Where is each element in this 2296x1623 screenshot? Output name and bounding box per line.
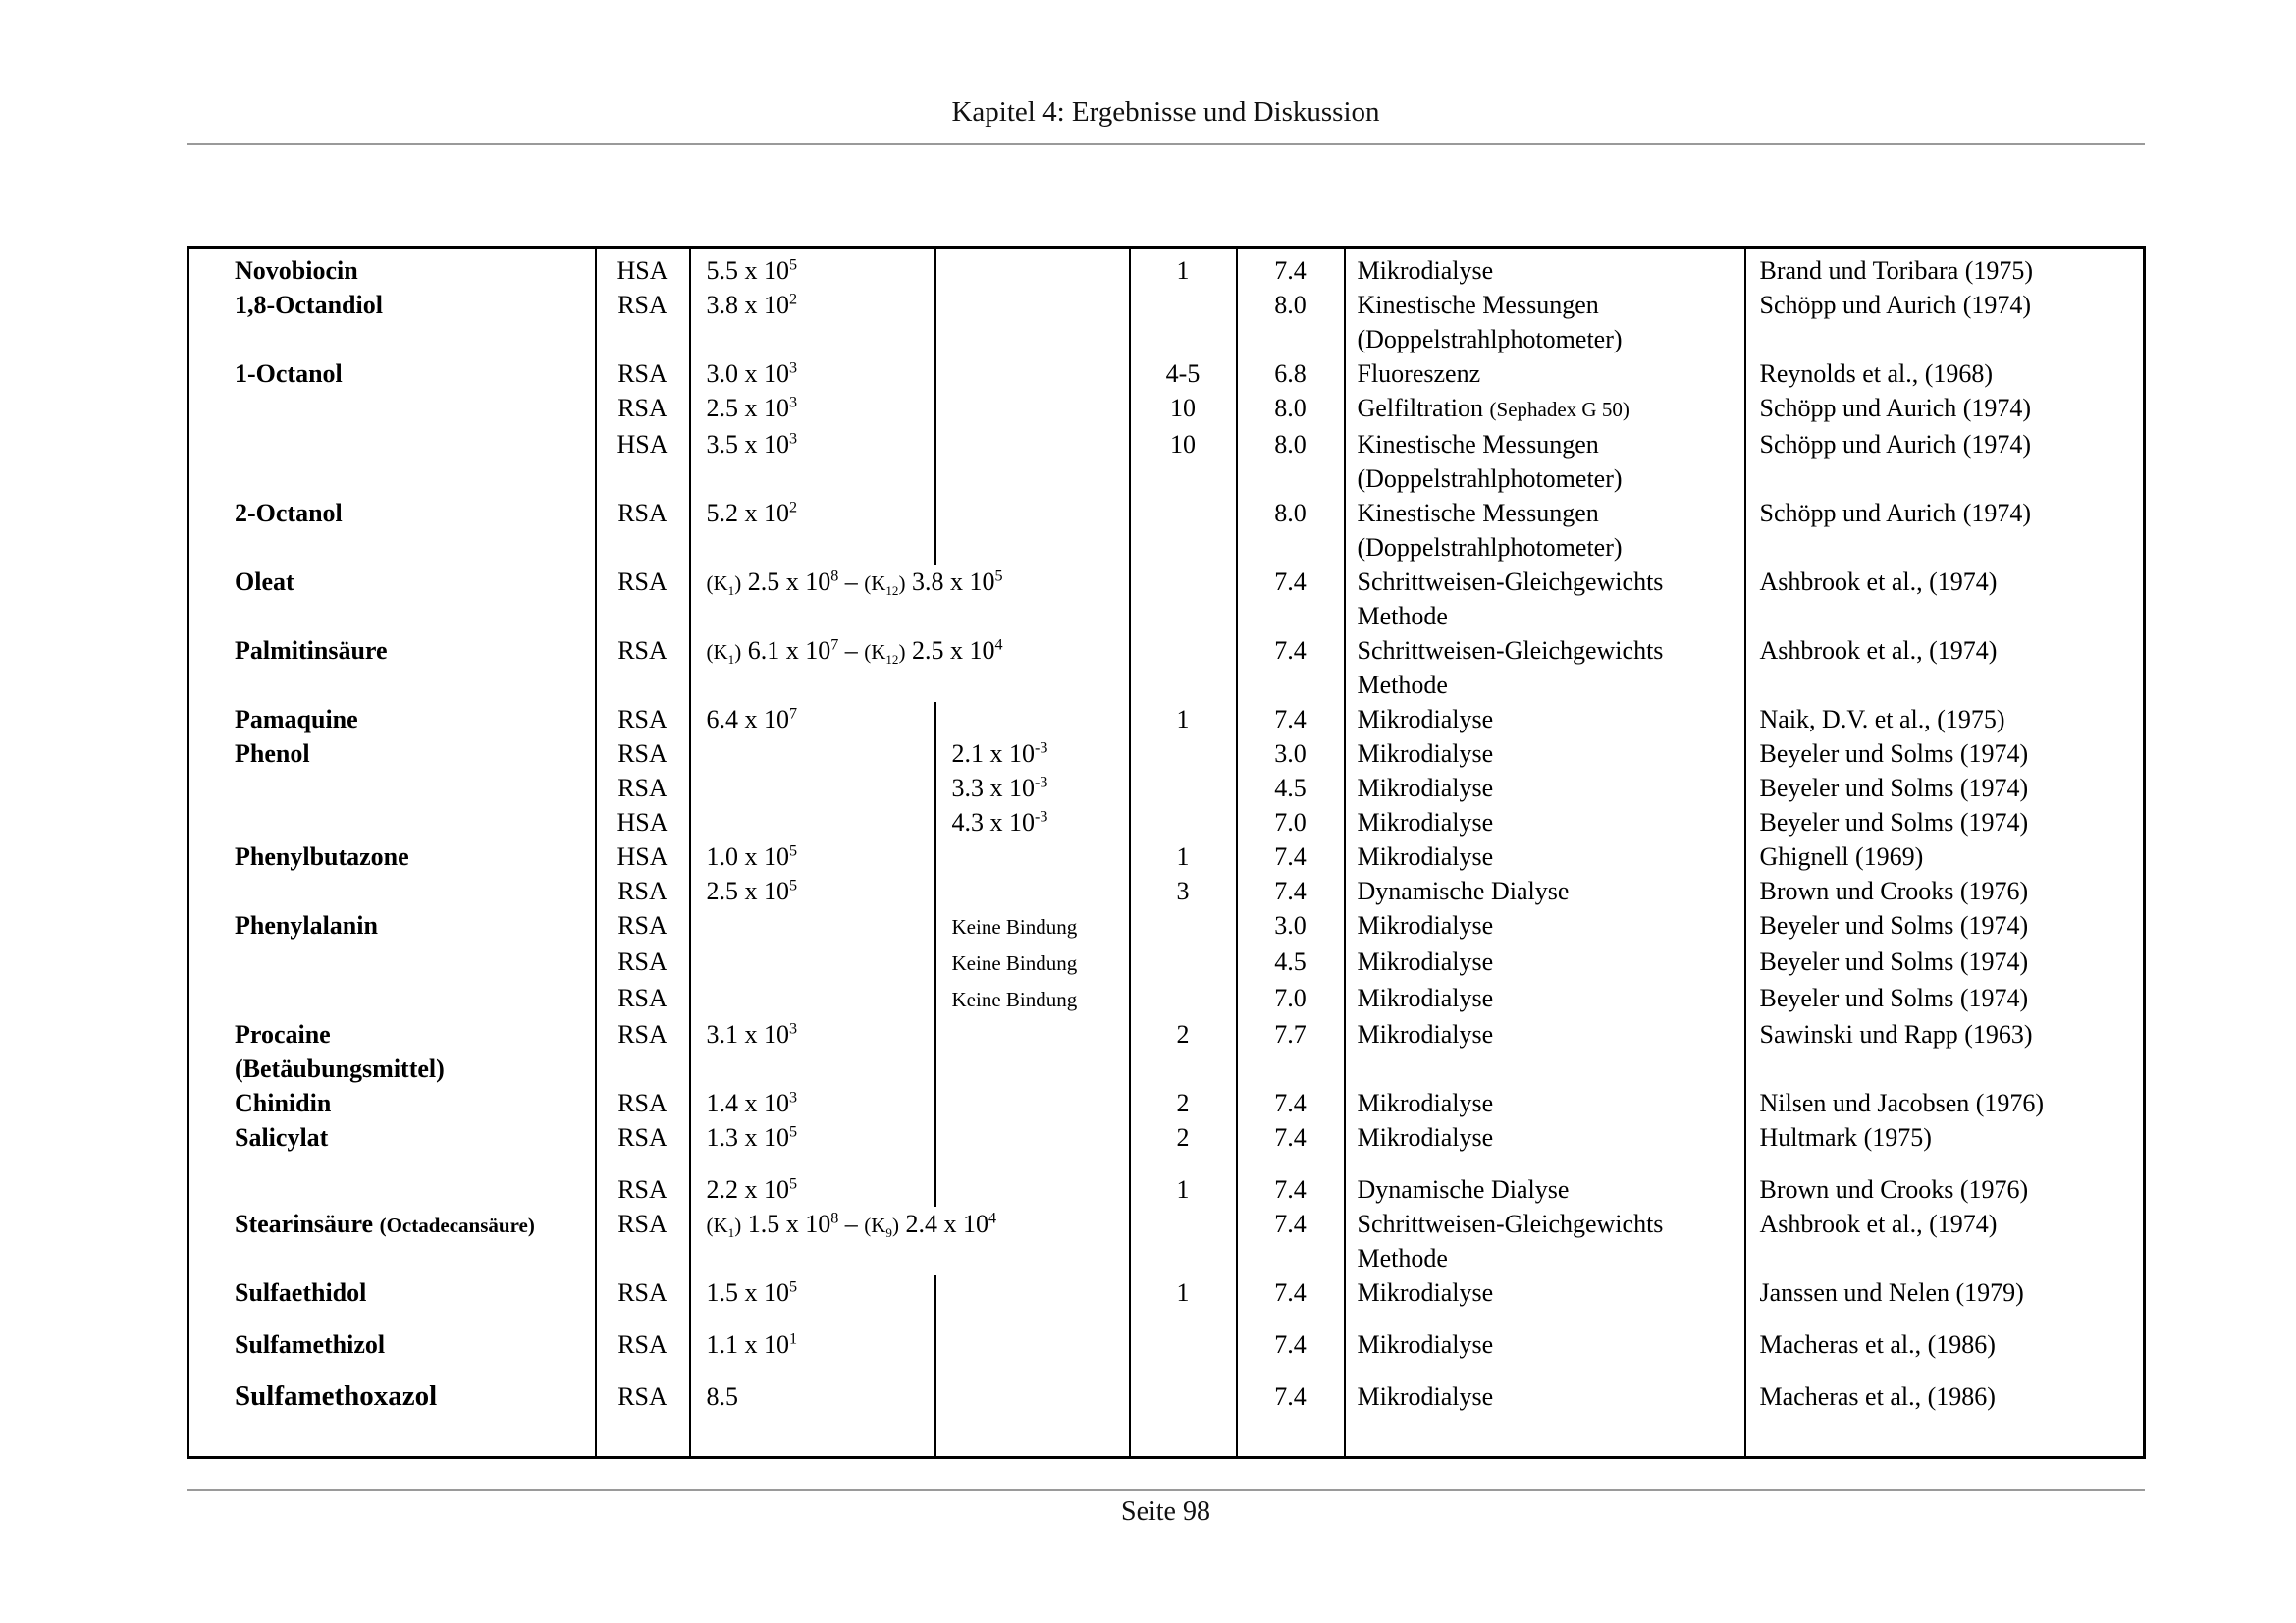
method-line: Mikrodialyse: [1357, 1088, 1494, 1117]
secondary-constant-cell: 3.3 x $10^{-3}$: [935, 771, 1130, 805]
binding-constant-cell: 1.1 x $10^1$: [690, 1327, 935, 1362]
secondary-constant-cell: 2.1 x $10^{-3}$: [935, 736, 1130, 771]
substance-cell: Salicylat: [188, 1120, 596, 1155]
spacer-row: [188, 1310, 2145, 1327]
binding-constant-cell: 6.4 x $10^7$: [690, 702, 935, 736]
method-line: Gelfiltration (Sephadex G 50): [1357, 393, 1629, 422]
ph-cell: 7.4: [1237, 1380, 1345, 1414]
table-row: [188, 874, 2145, 908]
binding-sites-cell: 1: [1130, 1172, 1237, 1207]
binding-constant-cell: 5.2 x $10^2$: [690, 496, 935, 565]
table-row: [188, 1172, 2145, 1207]
albumin-type-cell: HSA: [596, 805, 690, 839]
method-cell: [1345, 1414, 1745, 1458]
method-line: Methode: [1357, 601, 1448, 630]
secondary-constant-cell: [935, 874, 1130, 908]
method-line: Mikrodialyse: [1357, 947, 1494, 976]
reference-cell: Brand und Toribara (1975): [1759, 255, 2034, 285]
binding-constant-cell: 2.5 x $10^5$: [690, 874, 935, 908]
reference-cell: Macheras et al., (1986): [1759, 1329, 1996, 1359]
method-line: Mikrodialyse: [1357, 773, 1494, 802]
reference-cell: Janssen und Nelen (1979): [1759, 1277, 2024, 1307]
binding-constant-cell: [690, 945, 935, 981]
method-line: (Doppelstrahlphotometer): [1357, 463, 1623, 493]
ph-cell: 8.0: [1237, 427, 1345, 496]
table-row: [188, 1120, 2145, 1155]
method-line: (Doppelstrahlphotometer): [1357, 324, 1623, 353]
ph-cell: 8.0: [1237, 496, 1345, 565]
method-line: Mikrodialyse: [1357, 1329, 1494, 1359]
reference-cell: Ashbrook et al., (1974): [1759, 1209, 1998, 1238]
ph-cell: 7.4: [1237, 839, 1345, 874]
method-cell: [1345, 945, 1745, 981]
albumin-type-cell: [596, 1155, 690, 1172]
table-row: [188, 839, 2145, 874]
substance-cell: [188, 1362, 596, 1380]
method-cell: [1345, 736, 1745, 771]
albumin-type-cell: RSA: [596, 1207, 690, 1275]
table-body: [188, 248, 2145, 1458]
binding-sites-cell: [1130, 981, 1237, 1017]
binding-constant-cell: [690, 1362, 935, 1380]
binding-constant-cell: 1.3 x $10^5$: [690, 1120, 935, 1155]
binding-sites-cell: 1: [1130, 253, 1237, 288]
binding-sites-cell: 2: [1130, 1017, 1237, 1086]
method-line: Mikrodialyse: [1357, 1019, 1494, 1049]
reference-cell: Ashbrook et al., (1974): [1759, 635, 1998, 665]
substance-cell: [188, 1310, 596, 1327]
reference-cell: Brown und Crooks (1976): [1759, 1174, 2029, 1204]
reference-cell: Ashbrook et al., (1974): [1759, 567, 1998, 596]
method-cell: [1345, 1327, 1745, 1362]
binding-constant-cell: [690, 981, 935, 1017]
ph-cell: 3.0: [1237, 908, 1345, 945]
albumin-type-cell: RSA: [596, 945, 690, 981]
table-row: [188, 427, 2145, 496]
binding-sites-cell: 1: [1130, 839, 1237, 874]
table-row: [188, 565, 2145, 633]
reference-cell: Schöpp und Aurich (1974): [1759, 429, 2032, 459]
albumin-type-cell: RSA: [596, 1172, 690, 1207]
method-cell: [1345, 981, 1745, 1017]
binding-constant-cell: [690, 908, 935, 945]
albumin-type-cell: RSA: [596, 633, 690, 702]
ph-cell: 7.4: [1237, 1172, 1345, 1207]
method-cell: [1345, 1207, 1745, 1275]
albumin-type-cell: RSA: [596, 1017, 690, 1086]
secondary-constant-cell: [935, 253, 1130, 288]
ph-cell: [1237, 1414, 1345, 1458]
substance-cell: Sulfamethizol: [188, 1327, 596, 1362]
method-line: Mikrodialyse: [1357, 738, 1494, 768]
secondary-constant-cell: [935, 1310, 1130, 1327]
albumin-type-cell: RSA: [596, 356, 690, 391]
reference-cell: Beyeler und Solms (1974): [1759, 947, 2029, 976]
binding-constant-cell: 2.2 x $10^5$: [690, 1172, 935, 1207]
secondary-constant-cell: Keine Bindung: [935, 981, 1130, 1017]
method-line: Schrittweisen-Gleichgewichts: [1357, 1209, 1664, 1238]
substance-cell: 1,8-Octandiol: [188, 288, 596, 356]
method-line: Schrittweisen-Gleichgewichts: [1357, 635, 1664, 665]
binding-sites-cell: [1130, 945, 1237, 981]
substance-cell: [188, 945, 596, 981]
albumin-type-cell: RSA: [596, 771, 690, 805]
method-cell: [1345, 805, 1745, 839]
albumin-type-cell: RSA: [596, 908, 690, 945]
method-cell: [1345, 391, 1745, 427]
secondary-constant-cell: [935, 288, 1130, 356]
substance-cell: [188, 427, 596, 496]
table-row: [188, 1275, 2145, 1310]
substance-cell: Chinidin: [188, 1086, 596, 1120]
ph-cell: 7.4: [1237, 1086, 1345, 1120]
method-cell: [1345, 702, 1745, 736]
binding-sites-cell: [1130, 288, 1237, 356]
method-cell: [1345, 633, 1745, 702]
substance-cell: [188, 1414, 596, 1458]
albumin-type-cell: [596, 1414, 690, 1458]
ph-cell: 7.4: [1237, 633, 1345, 702]
secondary-constant-cell: [935, 427, 1130, 496]
method-line: Mikrodialyse: [1357, 1381, 1494, 1411]
method-cell: [1345, 356, 1745, 391]
binding-constant-cell: [690, 1310, 935, 1327]
binding-sites-cell: [1130, 1362, 1237, 1380]
binding-constant-cell: $(K_1)$ 1.5 x $10^8 - (K_9)$ 2.4 x $10^4$: [690, 1207, 1130, 1275]
method-cell: [1345, 565, 1745, 633]
albumin-type-cell: RSA: [596, 288, 690, 356]
substance-cell: Pamaquine: [188, 702, 596, 736]
method-line: Mikrodialyse: [1357, 983, 1494, 1012]
binding-constant-cell: [690, 1414, 935, 1458]
secondary-constant-cell: [935, 1120, 1130, 1155]
albumin-type-cell: RSA: [596, 1380, 690, 1414]
reference-cell: Brown und Crooks (1976): [1759, 876, 2029, 905]
footer-rule: [187, 1489, 2145, 1491]
method-line: Mikrodialyse: [1357, 910, 1494, 940]
binding-constant-cell: [690, 736, 935, 771]
binding-sites-cell: 10: [1130, 391, 1237, 427]
secondary-constant-cell: [935, 391, 1130, 427]
reference-cell: Ghignell (1969): [1759, 841, 1924, 871]
binding-constant-cell: [690, 1155, 935, 1172]
binding-constant-cell: 3.8 x $10^2$: [690, 288, 935, 356]
substance-cell: [188, 874, 596, 908]
method-cell: [1345, 1275, 1745, 1310]
table-row: [188, 391, 2145, 427]
reference-cell: Schöpp und Aurich (1974): [1759, 393, 2032, 422]
secondary-constant-cell: [935, 1275, 1130, 1310]
binding-sites-cell: [1130, 633, 1237, 702]
reference-cell: Sawinski und Rapp (1963): [1759, 1019, 2033, 1049]
secondary-constant-cell: Keine Bindung: [935, 908, 1130, 945]
binding-sites-cell: 2: [1130, 1120, 1237, 1155]
binding-sites-cell: [1130, 805, 1237, 839]
substance-cell: Oleat: [188, 565, 596, 633]
table-row: [188, 771, 2145, 805]
ph-cell: 7.4: [1237, 1327, 1345, 1362]
table-row: [188, 805, 2145, 839]
secondary-constant-cell: [935, 1414, 1130, 1458]
secondary-constant-cell: [935, 1017, 1130, 1086]
binding-sites-cell: [1130, 771, 1237, 805]
binding-constant-cell: 3.5 x $10^3$: [690, 427, 935, 496]
spacer-row: [188, 1414, 2145, 1458]
substance-cell: 2-Octanol: [188, 496, 596, 565]
binding-constant-cell: 3.1 x $10^3$: [690, 1017, 935, 1086]
reference-cell: Macheras et al., (1986): [1759, 1381, 1996, 1411]
method-line: Kinestische Messungen: [1357, 429, 1599, 459]
substance-cell: Novobiocin: [188, 253, 596, 288]
albumin-type-cell: [596, 1310, 690, 1327]
method-line: (Doppelstrahlphotometer): [1357, 532, 1623, 562]
table-row: [188, 1086, 2145, 1120]
ph-cell: 7.4: [1237, 874, 1345, 908]
method-cell: [1345, 427, 1745, 496]
method-line: Mikrodialyse: [1357, 704, 1494, 733]
albumin-type-cell: RSA: [596, 874, 690, 908]
binding-sites-cell: [1130, 565, 1237, 633]
table-row: [188, 908, 2145, 945]
reference-cell: [1745, 1310, 2145, 1327]
table-row: [188, 945, 2145, 981]
binding-sites-cell: [1130, 1327, 1237, 1362]
secondary-constant-cell: [935, 356, 1130, 391]
reference-cell: Reynolds et al., (1968): [1759, 358, 1994, 388]
spacer-row: [188, 1155, 2145, 1172]
reference-cell: Schöpp und Aurich (1974): [1759, 290, 2032, 319]
binding-sites-cell: [1130, 496, 1237, 565]
table-row: [188, 1380, 2145, 1414]
table-row: [188, 253, 2145, 288]
method-line: Mikrodialyse: [1357, 255, 1494, 285]
method-line: Mikrodialyse: [1357, 1122, 1494, 1152]
method-cell: [1345, 1086, 1745, 1120]
method-line: Mikrodialyse: [1357, 807, 1494, 837]
binding-sites-cell: 4-5: [1130, 356, 1237, 391]
secondary-constant-cell: 4.3 x $10^{-3}$: [935, 805, 1130, 839]
ph-cell: 7.4: [1237, 1207, 1345, 1275]
binding-constant-cell: $(K_1)$ 2.5 x $10^8 - (K_{12})$ 3.8 x $10^5$: [690, 565, 1130, 633]
ph-cell: 7.4: [1237, 1120, 1345, 1155]
albumin-type-cell: RSA: [596, 1327, 690, 1362]
substance-cell: Sulfamethoxazol: [188, 1380, 596, 1414]
method-cell: [1345, 496, 1745, 565]
substance-cell: Phenylbutazone: [188, 839, 596, 874]
binding-constant-cell: 1.4 x $10^3$: [690, 1086, 935, 1120]
ph-cell: 8.0: [1237, 391, 1345, 427]
chapter-heading: Kapitel 4: Ergebnisse und Diskussion: [951, 96, 1380, 128]
binding-constants-table: [187, 246, 2146, 1459]
secondary-constant-cell: [935, 1155, 1130, 1172]
albumin-type-cell: HSA: [596, 839, 690, 874]
method-cell: [1345, 908, 1745, 945]
binding-sites-cell: 3: [1130, 874, 1237, 908]
binding-sites-cell: [1130, 1207, 1237, 1275]
ph-cell: [1237, 1310, 1345, 1327]
ph-cell: 7.4: [1237, 702, 1345, 736]
substance-cell: Palmitinsäure: [188, 633, 596, 702]
binding-constant-cell: 1.5 x $10^5$: [690, 1275, 935, 1310]
ph-cell: 7.0: [1237, 981, 1345, 1017]
albumin-type-cell: RSA: [596, 981, 690, 1017]
table-row: [188, 496, 2145, 565]
binding-constant-cell: [690, 771, 935, 805]
substance-cell: [188, 981, 596, 1017]
reference-cell: [1745, 1414, 2145, 1458]
method-cell: [1345, 1172, 1745, 1207]
method-line: Schrittweisen-Gleichgewichts: [1357, 567, 1664, 596]
binding-constant-cell: $(K_1)$ 6.1 x $10^7 - (K_{12})$ 2.5 x $10^4$: [690, 633, 1130, 702]
method-cell: [1345, 771, 1745, 805]
reference-cell: [1745, 1155, 2145, 1172]
method-line: Mikrodialyse: [1357, 1277, 1494, 1307]
spacer-row: [188, 1362, 2145, 1380]
binding-constant-cell: [690, 805, 935, 839]
table-row: [188, 288, 2145, 356]
binding-sites-cell: [1130, 1380, 1237, 1414]
binding-constant-cell: 3.0 x $10^3$: [690, 356, 935, 391]
secondary-constant-cell: [935, 839, 1130, 874]
substance-cell: [188, 391, 596, 427]
reference-cell: Hultmark (1975): [1759, 1122, 1932, 1152]
reference-cell: Beyeler und Solms (1974): [1759, 807, 2029, 837]
table-row: [188, 1017, 2145, 1086]
table-row: [188, 1327, 2145, 1362]
ph-cell: 7.4: [1237, 565, 1345, 633]
reference-cell: Beyeler und Solms (1974): [1759, 738, 2029, 768]
method-cell: [1345, 1362, 1745, 1380]
method-cell: [1345, 1017, 1745, 1086]
ph-cell: [1237, 1362, 1345, 1380]
reference-cell: Schöpp und Aurich (1974): [1759, 498, 2032, 527]
albumin-type-cell: RSA: [596, 1275, 690, 1310]
ph-cell: 4.5: [1237, 771, 1345, 805]
secondary-constant-cell: [935, 496, 1130, 565]
binding-sites-cell: [1130, 736, 1237, 771]
method-line: Kinestische Messungen: [1357, 290, 1599, 319]
substance-cell: [188, 1172, 596, 1207]
ph-cell: 7.4: [1237, 253, 1345, 288]
method-line: Methode: [1357, 1243, 1448, 1272]
substance-cell: [188, 1155, 596, 1172]
binding-table-wrapper: [187, 246, 2146, 1459]
secondary-constant-cell: [935, 1327, 1130, 1362]
table-row: [188, 981, 2145, 1017]
reference-cell: Beyeler und Solms (1974): [1759, 983, 2029, 1012]
binding-sites-cell: [1130, 1414, 1237, 1458]
binding-sites-cell: 2: [1130, 1086, 1237, 1120]
method-cell: [1345, 1310, 1745, 1327]
method-cell: [1345, 1380, 1745, 1414]
binding-sites-cell: 10: [1130, 427, 1237, 496]
albumin-type-cell: RSA: [596, 702, 690, 736]
table-row: [188, 356, 2145, 391]
ph-cell: 4.5: [1237, 945, 1345, 981]
substance-cell: Phenylalanin: [188, 908, 596, 945]
secondary-constant-cell: Keine Bindung: [935, 945, 1130, 981]
albumin-type-cell: RSA: [596, 496, 690, 565]
substance-cell: [188, 805, 596, 839]
substance-cell: [188, 771, 596, 805]
binding-sites-cell: 1: [1130, 1275, 1237, 1310]
albumin-type-cell: RSA: [596, 1086, 690, 1120]
method-cell: [1345, 874, 1745, 908]
binding-constant-cell: 5.5 x $10^5$: [690, 253, 935, 288]
substance-cell: Sulfaethidol: [188, 1275, 596, 1310]
reference-cell: [1745, 1362, 2145, 1380]
binding-sites-cell: 1: [1130, 702, 1237, 736]
method-cell: [1345, 288, 1745, 356]
method-line: Fluoreszenz: [1357, 358, 1481, 388]
binding-sites-cell: [1130, 908, 1237, 945]
reference-cell: Nilsen und Jacobsen (1976): [1759, 1088, 2045, 1117]
reference-cell: Beyeler und Solms (1974): [1759, 910, 2029, 940]
binding-constant-cell: 8.5: [690, 1380, 935, 1414]
ph-cell: 8.0: [1237, 288, 1345, 356]
method-cell: [1345, 839, 1745, 874]
method-cell: [1345, 1120, 1745, 1155]
method-line: Methode: [1357, 670, 1448, 699]
reference-cell: Naik, D.V. et al., (1975): [1759, 704, 2005, 733]
substance-cell: Phenol: [188, 736, 596, 771]
method-cell: [1345, 253, 1745, 288]
binding-constant-cell: 2.5 x $10^3$: [690, 391, 935, 427]
table-row: [188, 1207, 2145, 1275]
albumin-type-cell: HSA: [596, 427, 690, 496]
albumin-type-cell: RSA: [596, 736, 690, 771]
method-line: Dynamische Dialyse: [1357, 876, 1570, 905]
albumin-type-cell: [596, 1362, 690, 1380]
ph-cell: 7.0: [1237, 805, 1345, 839]
ph-cell: 3.0: [1237, 736, 1345, 771]
page-number: Seite 98: [1121, 1496, 1210, 1527]
ph-cell: [1237, 1155, 1345, 1172]
albumin-type-cell: RSA: [596, 565, 690, 633]
substance-cell: 1-Octanol: [188, 356, 596, 391]
albumin-type-cell: RSA: [596, 1120, 690, 1155]
method-line: Dynamische Dialyse: [1357, 1174, 1570, 1204]
secondary-constant-cell: [935, 1172, 1130, 1207]
ph-cell: 7.4: [1237, 1275, 1345, 1310]
albumin-type-cell: HSA: [596, 253, 690, 288]
table-row: [188, 702, 2145, 736]
table-row: [188, 736, 2145, 771]
substance-cell: Stearinsäure (Octadecansäure): [188, 1207, 596, 1275]
substance-cell: Procaine (Betäubungsmittel): [188, 1017, 596, 1086]
secondary-constant-cell: [935, 1362, 1130, 1380]
binding-sites-cell: [1130, 1310, 1237, 1327]
method-cell: [1345, 1155, 1745, 1172]
albumin-type-cell: RSA: [596, 391, 690, 427]
ph-cell: 6.8: [1237, 356, 1345, 391]
ph-cell: 7.7: [1237, 1017, 1345, 1086]
secondary-constant-cell: [935, 1086, 1130, 1120]
header-rule: [187, 143, 2145, 145]
method-line: Mikrodialyse: [1357, 841, 1494, 871]
table-row: [188, 633, 2145, 702]
reference-cell: Beyeler und Solms (1974): [1759, 773, 2029, 802]
method-line: Kinestische Messungen: [1357, 498, 1599, 527]
secondary-constant-cell: [935, 702, 1130, 736]
secondary-constant-cell: [935, 1380, 1130, 1414]
binding-constant-cell: 1.0 x $10^5$: [690, 839, 935, 874]
binding-sites-cell: [1130, 1155, 1237, 1172]
